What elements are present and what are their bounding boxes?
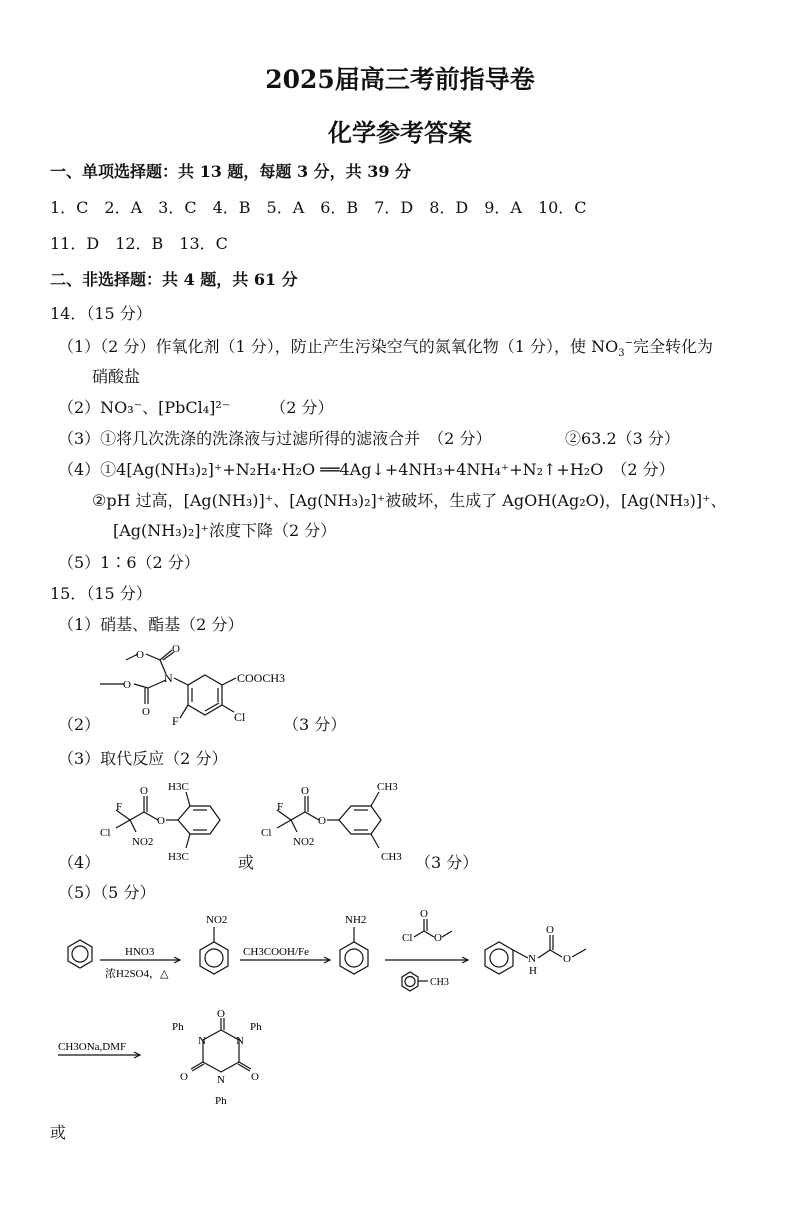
q15-part3: （3）取代反应（2 分）: [58, 749, 228, 768]
nitro-label: NO2: [206, 914, 228, 926]
carbamate-h: H: [529, 965, 537, 977]
cooch3-group: COOCH3: [237, 671, 286, 685]
answers-row-2: 11．D 12．B 13．C: [50, 234, 228, 253]
q14-part1-text-b: 完全转化为: [632, 337, 713, 356]
q14-part3a: （3）①将几次洗涤的洗涤液与过滤所得的滤液合并 （2 分）: [58, 429, 492, 448]
q14-part2: （2）NO₃⁻、[PbCl₄]²⁻ （2 分）: [58, 398, 334, 417]
nitrate-charge: −: [624, 337, 633, 349]
nitrogen-label: N: [164, 671, 173, 685]
q15-part4-label: （4）: [58, 853, 101, 872]
reagent-sulfuric-acid: 浓H2SO4，△: [105, 968, 169, 980]
triazine-o-top: O: [217, 1008, 225, 1020]
q15-part2-structure: [80, 640, 300, 740]
q14-part1-line2: 硝酸盐: [92, 367, 141, 386]
triazine-o-left: O: [180, 1071, 188, 1083]
answers-row-1: 1．C 2．A 3．C 4．B 5．A 6．B 7．D 8．D 9．A 10．C: [50, 198, 587, 217]
q15-part4-or: 或: [238, 853, 255, 872]
fluoro-b: F: [277, 801, 284, 813]
nitrate-subscript: 3: [618, 348, 625, 360]
triazine-n-bottom: N: [217, 1074, 225, 1086]
q14-part1-line1: [58, 337, 713, 360]
alternative-or: 或: [50, 1123, 67, 1142]
carbonyl-o-b: O: [301, 785, 309, 797]
q14-part4-explanation-2: [Ag(NH₃)₂]⁺浓度下降（2 分）: [113, 521, 337, 540]
phenyl-bottom: Ph: [215, 1095, 227, 1107]
q15-part2-label: （2）: [58, 715, 101, 734]
methyl-bottom-b: CH3: [381, 851, 402, 863]
methyl-bottom-a: H3C: [168, 851, 189, 863]
q14-part3b: ②63.2（3 分）: [565, 429, 680, 448]
carbamate-carbonyl-o: O: [546, 924, 554, 936]
q15-label: 15．（15 分）: [50, 584, 152, 603]
q14-part4-equation: （4）①4[Ag(NH₃)₂]⁺+N₂H₄·H₂O ══4Ag↓+4NH₃+4NH₄⁺+N₂↑+H₂O （2 分）: [58, 460, 675, 479]
q14-part5: （5）1∶6（2 分）: [58, 553, 200, 572]
q14-part1-text-a: （1）（2 分）作氧化剂（1 分），防止产生污染空气的氮氧化物（1 分），使 NO: [58, 337, 619, 356]
section-heading-free-response: 二、非选择题：共 4 题，共 61 分: [50, 270, 298, 289]
chloro-reagent: Cl: [402, 932, 413, 944]
methyl-top-a: H3C: [168, 781, 189, 793]
reagent-acetic-acid-iron: CH3COOH/Fe: [243, 946, 310, 958]
reagent-nitric-acid: HNO3: [125, 946, 155, 958]
q15-part2-score: （3 分）: [283, 715, 347, 734]
methyl-top-b: CH3: [377, 781, 398, 793]
carbonyl-o-top: O: [172, 643, 180, 655]
fluoro-group: F: [172, 714, 179, 728]
carbamate-ester-o: O: [563, 953, 571, 965]
reagent-methoxide-dmf: CH3ONa,DMF: [58, 1041, 127, 1053]
q15-part4-score: （3 分）: [415, 853, 479, 872]
amino-label: NH2: [345, 914, 367, 926]
nitro-a: NO2: [132, 836, 154, 848]
carbamate-n: N: [528, 953, 536, 965]
chloro-b: Cl: [261, 827, 272, 839]
q14-label: 14．（15 分）: [50, 304, 152, 323]
page-title: 2025届高三考前指导卷: [265, 65, 535, 94]
phenyl-right: Ph: [250, 1021, 262, 1033]
ester-o-left: O: [123, 679, 131, 691]
carbonyl-o-left: O: [142, 706, 150, 718]
q15-part5: （5）（5 分）: [58, 883, 156, 902]
triazine-n-right: N: [236, 1035, 244, 1047]
chloro-group: Cl: [234, 710, 246, 724]
section-heading-multiple-choice: 一、单项选择题：共 13 题，每题 3 分，共 39 分: [50, 162, 412, 181]
synthesis-route-row-1: [40, 905, 780, 1000]
ester-o-a: O: [157, 815, 165, 827]
q14-part4-explanation-1: ②pH 过高，[Ag(NH₃)]⁺、[Ag(NH₃)₂]⁺被破坏，生成了 AgOH(Ag₂O)，[Ag(NH₃)]⁺、: [92, 491, 727, 510]
triazine-o-right: O: [251, 1071, 259, 1083]
toluene-methyl: CH3: [430, 977, 449, 988]
synthesis-route-row-2: [40, 1008, 340, 1113]
chloro-a: Cl: [100, 827, 111, 839]
ester-o-top: O: [136, 649, 144, 661]
ester-o-reagent: O: [434, 932, 442, 944]
carbonyl-o-a: O: [140, 785, 148, 797]
triazine-n-left: N: [198, 1035, 206, 1047]
q15-part1: （1）硝基、酯基（2 分）: [58, 615, 244, 634]
q15-part4-structure-b: [255, 774, 425, 866]
fluoro-a: F: [116, 801, 123, 813]
q15-part4-structure-a: [90, 774, 250, 866]
phenyl-left: Ph: [172, 1021, 184, 1033]
carbonyl-o-reagent: O: [420, 908, 428, 920]
ester-o-b: O: [318, 815, 326, 827]
page-subtitle: 化学参考答案: [328, 118, 472, 147]
nitro-b: NO2: [293, 836, 315, 848]
